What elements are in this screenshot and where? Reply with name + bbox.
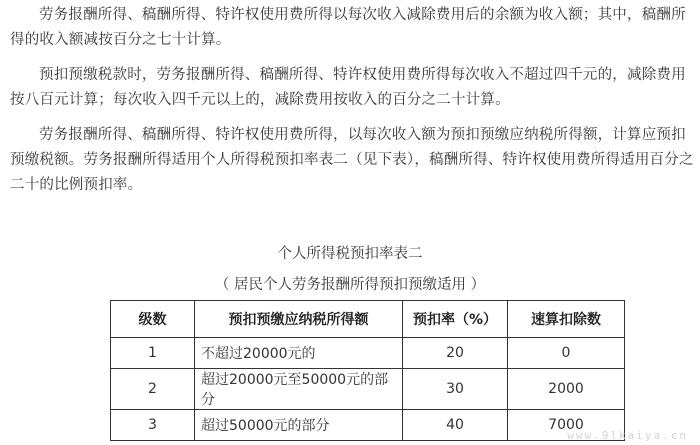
cell-level: 3 — [111, 410, 195, 441]
header-taxable-income: 预扣预缴应纳税所得额 — [195, 301, 403, 338]
cell-quick-deduction: 7000 — [508, 410, 625, 441]
cell-rate: 20 — [403, 338, 508, 369]
table-row — [111, 338, 625, 369]
site-watermark: www.9lkaiya.cn — [567, 429, 688, 442]
withholding-rate-table — [110, 300, 625, 441]
cell-taxable-income: 不超过20000元的 — [195, 338, 403, 369]
table-row — [111, 369, 625, 410]
paragraph-deduction: 预扣预缴税款时，劳务报酬所得、稿酬所得、特许权使用费所得每次收入不超过四千元的，减除费用按八百元计算；每次收入四千元以上的，减除费用按收入的百分之二十计算。 — [10, 67, 686, 108]
header-quick-deduction: 速算扣除数 — [508, 301, 625, 338]
cell-level: 1 — [111, 338, 195, 369]
cell-rate: 40 — [403, 410, 508, 441]
table-header-row — [111, 301, 625, 338]
table-row — [111, 410, 625, 441]
cell-quick-deduction: 2000 — [508, 369, 625, 410]
table-title: 个人所得税预扣率表二 — [277, 246, 423, 262]
paragraph-withholding: 劳务报酬所得、稿酬所得、特许权使用费所得，以每次收入额为预扣预缴应纳税所得额，计算应预扣预缴税额。劳务报酬所得适用个人所得税预扣率表二（见下表），稿酬所得、特许权使用费所得适用百分之二十的比例预扣率。 — [10, 127, 694, 193]
paragraph-income-amount: 劳务报酬所得、稿酬所得、特许权使用费所得以每次收入减除费用后的余额为收入额；其中，稿酬所得的收入额减按百分之七十计算。 — [10, 7, 686, 48]
cell-taxable-income: 超过20000元至50000元的部分 — [195, 369, 403, 410]
table-subtitle: （ 居民个人劳务报酬所得预扣预缴适用 ） — [214, 277, 486, 293]
header-level: 级数 — [111, 301, 195, 338]
cell-taxable-income: 超过50000元的部分 — [195, 410, 403, 441]
cell-level: 2 — [111, 369, 195, 410]
header-rate: 预扣率（%） — [403, 301, 508, 338]
cell-rate: 30 — [403, 369, 508, 410]
cell-quick-deduction: 0 — [508, 338, 625, 369]
